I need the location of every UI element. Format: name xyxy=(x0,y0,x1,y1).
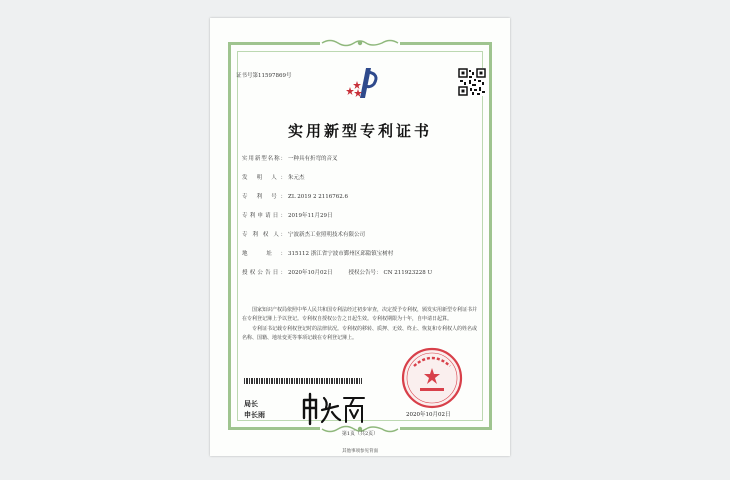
official-seal xyxy=(400,346,464,410)
certificate-number: 证书号第11597869号 xyxy=(236,73,292,79)
field-address xyxy=(242,250,482,269)
field-value: ZL 2019 2 2116762.6 xyxy=(288,194,348,200)
patent-certificate xyxy=(210,18,510,456)
field-application-date xyxy=(242,212,482,231)
qr-code-icon xyxy=(458,68,486,96)
field-value: 2019年11月29日 xyxy=(288,213,333,219)
certificate-body xyxy=(242,306,480,344)
director-name: 申长雨 xyxy=(244,410,265,419)
page-number: 第1页（共2页） xyxy=(341,431,379,437)
footer-note: 其他事项参见背面 xyxy=(342,449,378,454)
issue-date: 2020年10月02日 xyxy=(406,412,451,418)
field-patentee xyxy=(242,231,482,250)
field-label-secondary: 授权公告号： xyxy=(348,270,382,276)
field-value-secondary: CN 211923228 U xyxy=(383,270,433,276)
field-inventor xyxy=(242,174,482,193)
field-value: 一种具有折弯的音叉 xyxy=(288,156,338,162)
director-label xyxy=(244,398,265,420)
field-value: 宁波新杰工业照明技术有限公司 xyxy=(288,232,366,238)
field-utility-model-name xyxy=(242,155,482,174)
director-title: 局长 xyxy=(244,399,258,408)
field-label: 发 明 人： xyxy=(242,175,286,181)
field-label: 授权公告日： xyxy=(242,270,286,276)
field-label: 地 址： xyxy=(242,251,286,257)
field-value: 2020年10月02日 xyxy=(288,270,333,276)
top-ornament xyxy=(320,38,400,48)
field-label: 专 利 号： xyxy=(242,194,286,200)
body-paragraph: 专利证书记载专利权登记时的法律状况。专利权的移转、质押、无效、终止、恢复和专利权人的姓名或名称、国籍、地址变更等事项记载在专利登记簿上。 xyxy=(242,326,478,341)
certificate-title: 实用新型专利证书 xyxy=(287,122,432,140)
barcode-icon xyxy=(244,378,362,384)
cnipa-logo-icon xyxy=(346,66,382,100)
field-value: 朱元杰 xyxy=(288,175,305,181)
body-paragraph: 国家知识产权局依照中华人民共和国专利法经过初步审查，决定授予专利权，颁发实用新型专利证书并在专利登记簿上予以登记。专利权自授权公告之日起生效。专利权期限为十年，自申请日起算。 xyxy=(242,307,478,322)
field-grant-announcement xyxy=(242,269,482,288)
field-value: 315112 浙江省宁波市鄞州区邱隘镇宝树村 xyxy=(288,251,394,257)
field-label: 实用新型名称： xyxy=(242,156,286,162)
certificate-fields xyxy=(242,155,482,288)
field-label: 专 利 权 人： xyxy=(242,232,286,238)
field-patent-number xyxy=(242,193,482,212)
director-signature xyxy=(298,390,370,426)
field-label: 专利申请日： xyxy=(242,213,286,219)
